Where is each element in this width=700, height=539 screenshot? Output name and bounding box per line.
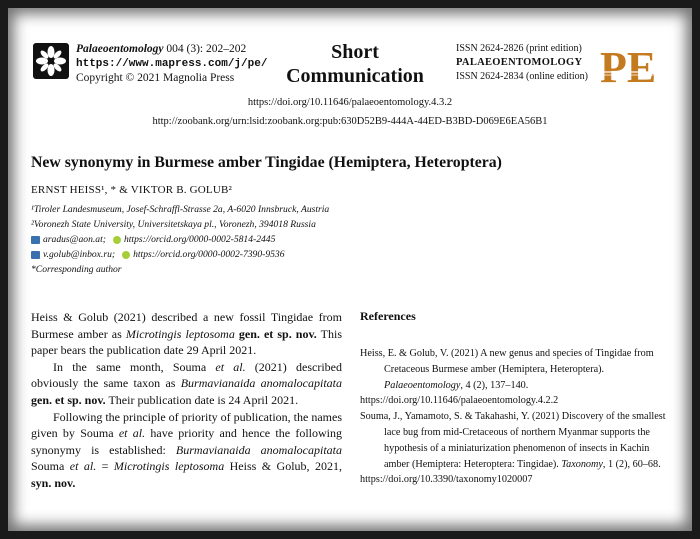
p2-run: Their publication date is 24 April 2021. — [105, 392, 299, 407]
p3-run: Heiss & Golub, 2021, — [224, 459, 342, 474]
p3-run: et al. — [118, 426, 146, 441]
email-link-2[interactable]: v.golub@inbox.ru; — [43, 249, 116, 260]
p1-run: Microtingis leptosoma — [125, 326, 235, 341]
pe-journal-logo — [596, 42, 674, 90]
reference-item — [360, 346, 674, 409]
corresponding-author-note: *Corresponding author — [31, 264, 122, 275]
p3-run: Burmavianaida anomalocapitata — [175, 442, 342, 457]
p3-run: Microtingis leptosoma — [113, 459, 225, 474]
body-paragraph-1 — [31, 309, 342, 359]
mail-icon — [31, 251, 40, 259]
p1-run: This paper bears the publication date 29 April 2021. — [31, 326, 343, 358]
affiliation-1: ¹Tiroler Landesmuseum, Josef-Schraffl-Strasse 2a, A-6020 Innsbruck, Austria — [31, 204, 330, 215]
reference-text: Heiss, E. & Golub, V. (2021) A new genus and species of Tingidae from Cretaceous Burmese amber (Hemiptera, Heteroptera). — [360, 348, 654, 375]
orcid-link-2[interactable]: https://orcid.org/0000-0002-7390-9536 — [133, 249, 285, 260]
p3-run: have priority and hence the following synonymy is established: — [31, 426, 343, 457]
reference-volume: , 1 (2), 60–68. — [602, 458, 661, 470]
orcid-link-1[interactable]: https://orcid.org/0000-0002-5814-2445 — [123, 234, 276, 245]
contact-row-2 — [31, 249, 285, 260]
doi-link[interactable]: https://doi.org/10.11646/palaeoentomology.4.3.2 — [247, 97, 453, 108]
reference-text: Souma, J., Yamamoto, S. & Takahashi, Y. (2021) Discovery of the smallest lace bug from mid-Cretaceous of northern Myanmar supports the hypothesis of a miniaturization phenomenon of insects in Kachin amber (Hemiptera: Heteroptera: Tingidae). — [360, 411, 666, 470]
journal-name: Palaeoentomology — [76, 43, 164, 55]
contact-row-1 — [31, 234, 275, 245]
reference-list — [360, 346, 674, 488]
reference-doi-link[interactable]: https://doi.org/10.3390/taxonomy1020007 — [360, 474, 533, 486]
p2-run: Burmavianaida anomalocapitata — [180, 376, 342, 391]
mail-icon — [31, 236, 40, 244]
p3-run: Souma — [31, 459, 70, 474]
journal-caps: PALAEOENTOMOLOGY — [456, 57, 583, 68]
journal-url-link[interactable]: https://www.mapress.com/j/pe/ — [76, 57, 268, 70]
reference-journal: Taxonomy — [561, 458, 603, 470]
reference-item — [360, 409, 674, 488]
issn-block — [456, 42, 588, 84]
article-type-line2: Communication — [286, 65, 424, 87]
issn-online: ISSN 2624-2834 (online edition) — [456, 71, 588, 82]
p3-run: = — [96, 459, 114, 474]
body-paragraph-2 — [31, 359, 342, 409]
copyright-text: Copyright © 2021 Magnolia Press — [76, 72, 235, 84]
p1-run: Heiss & Golub (2021) described a new fossil Tingidae from Burmese amber as — [31, 310, 342, 341]
journal-citation: 004 (3): 202–202 — [163, 43, 247, 55]
article-type-line1: Short — [331, 41, 379, 63]
reference-volume: , 4 (2), 137–140. — [460, 379, 529, 391]
zoobank-link[interactable]: http://zoobank.org/urn:lsid:zoobank.org:pub:630D52B9-444A-44ED-B3BD-D069E6EA56B1 — [152, 116, 548, 127]
p2-run: gen. et sp. nov. — [31, 392, 106, 407]
article-title: New synonymy in Burmese amber Tingidae (Hemiptera, Heteroptera) — [31, 154, 502, 171]
pe-logo-letters: PE — [600, 43, 657, 90]
issn-print: ISSN 2624-2826 (print edition) — [456, 43, 582, 54]
p3-run: et al. — [69, 459, 97, 474]
email-link-1[interactable]: aradus@aon.at; — [43, 234, 106, 245]
page-frame — [8, 8, 692, 531]
reference-journal: Palaeoentomology — [384, 379, 461, 391]
p2-run: et al. — [215, 359, 246, 374]
p1-run: gen. et sp. nov. — [234, 326, 317, 341]
p3-run: Following the principle of priority of publication, the names given by Souma — [31, 409, 342, 441]
magnolia-press-logo — [33, 43, 69, 79]
orcid-icon — [113, 236, 121, 244]
author-list: ERNST HEISS¹, * & VIKTOR B. GOLUB² — [31, 184, 233, 196]
paper-page — [8, 8, 692, 531]
affiliation-2: ²Voronezh State University, Universitetskaya pl., Voronezh, 394018 Russia — [31, 219, 316, 230]
article-type — [270, 40, 440, 88]
body-text-column — [31, 309, 342, 492]
references-heading: References — [360, 309, 416, 323]
journal-citation-block — [76, 42, 267, 86]
p2-run: (2021) described obviously the same taxon as — [31, 359, 342, 391]
p3-run: syn. nov. — [31, 475, 76, 490]
p2-run: In the same month, Souma — [53, 359, 216, 374]
orcid-icon — [122, 251, 130, 259]
reference-doi-link[interactable]: https://doi.org/10.11646/palaeoentomology.4.2.2 — [360, 395, 559, 407]
body-paragraph-3 — [31, 409, 342, 492]
